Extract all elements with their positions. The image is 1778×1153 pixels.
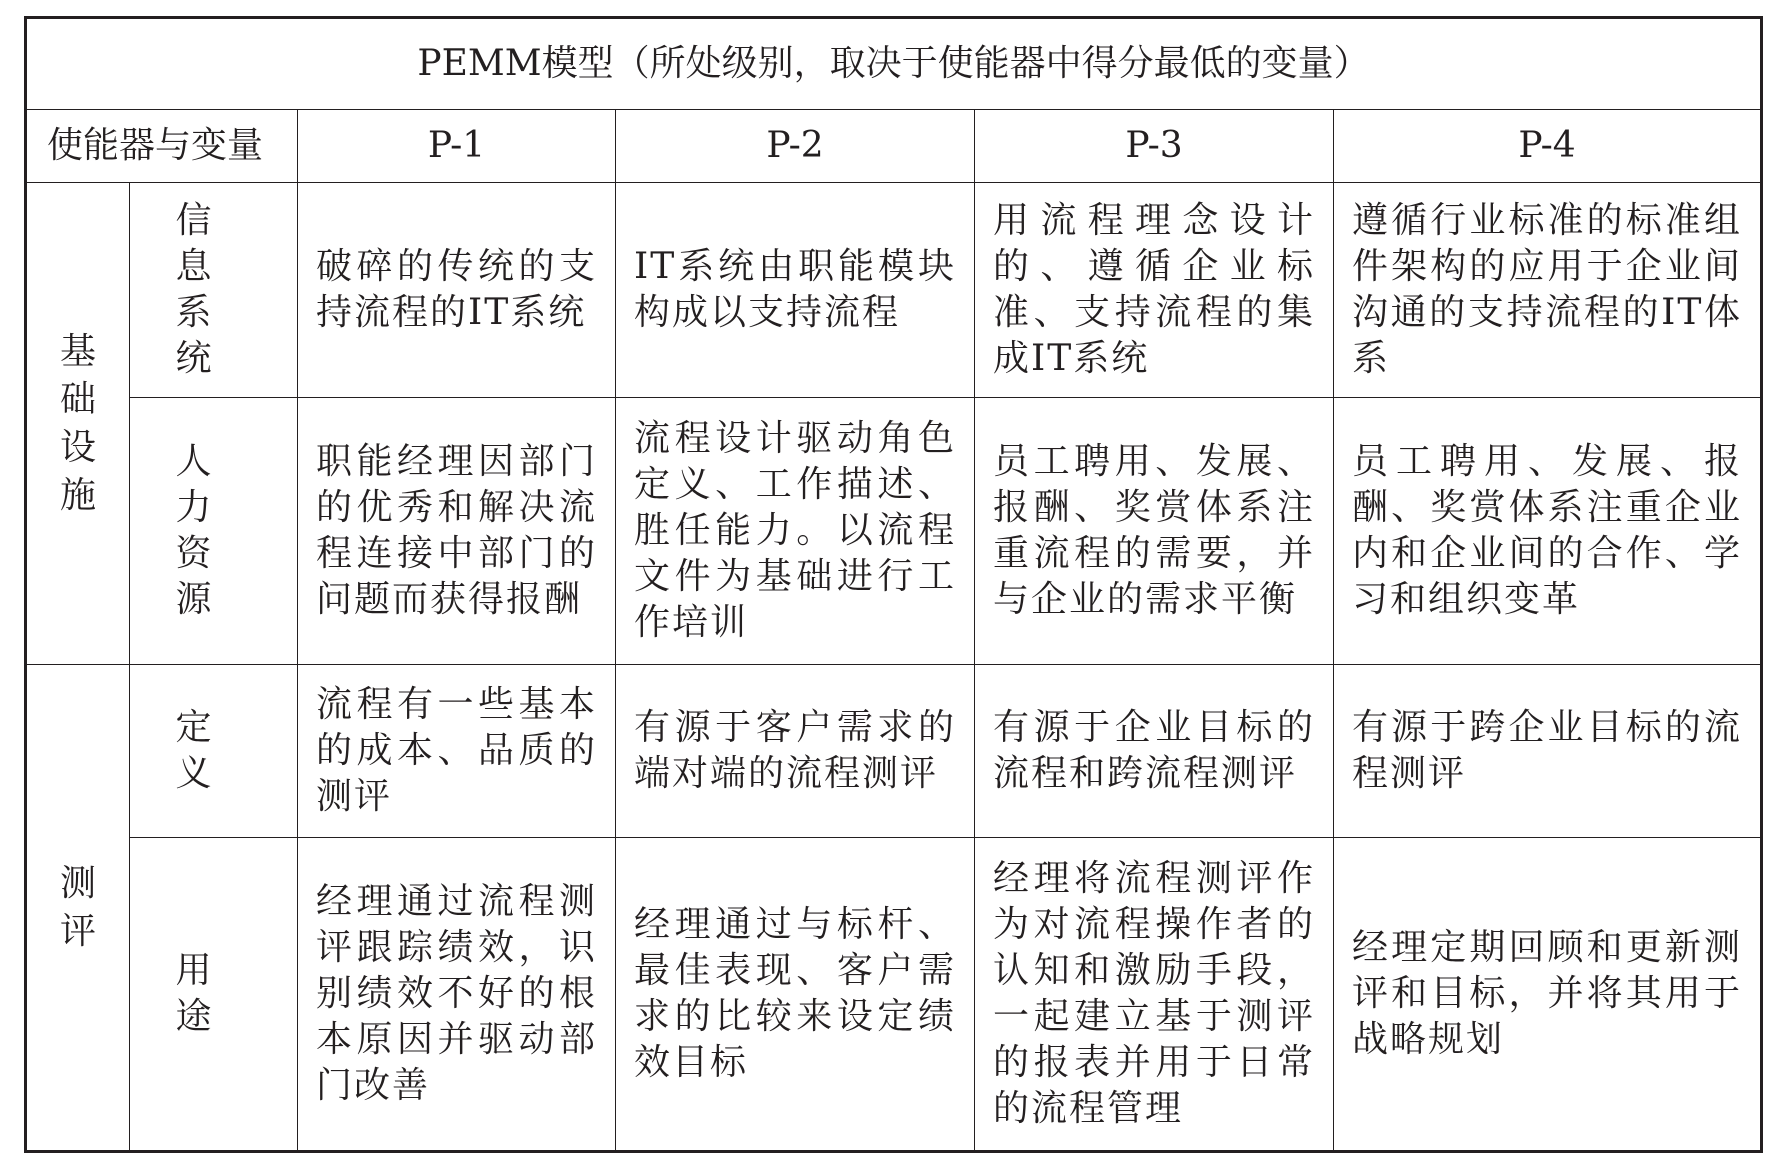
cell-definition-p1: 流程有一些基本的成本、品质的测评 [298, 665, 616, 838]
cell-definition-p4: 有源于跨企业目标的流程测评 [1334, 665, 1762, 838]
header-enablers-variables: 使能器与变量 [26, 110, 298, 183]
cell-usage-p3: 经理将流程测评作为对流程操作者的认知和激励手段，一起建立基于测评的报表并用于日常的流程管理 [975, 838, 1334, 1152]
cell-info-system-p2: IT系统由职能模块构成以支持流程 [616, 183, 975, 398]
cell-definition-p3: 有源于企业目标的流程和跨流程测评 [975, 665, 1334, 838]
cell-info-system-p3: 用流程理念设计的、遵循企业标准、支持流程的集成IT系统 [975, 183, 1334, 398]
cell-usage-p4: 经理定期回顾和更新测评和目标，并将其用于战略规划 [1334, 838, 1762, 1152]
variable-definition [130, 665, 298, 838]
cell-info-system-p1: 破碎的传统的支持流程的IT系统 [298, 183, 616, 398]
variable-label: 人力资源 [175, 441, 216, 620]
cell-human-resources-p1: 职能经理因部门的优秀和解决流程连接中部门的问题而获得报酬 [298, 398, 616, 665]
variable-label: 信息系统 [175, 200, 216, 379]
cell-human-resources-p2: 流程设计驱动角色定义、工作描述、胜任能力。以流程文件为基础进行工作培训 [616, 398, 975, 665]
cell-usage-p2: 经理通过与标杆、最佳表现、客户需求的比较来设定绩效目标 [616, 838, 975, 1152]
pemm-table [24, 16, 1763, 1153]
cell-human-resources-p3: 员工聘用、发展、报酬、奖赏体系注重流程的需要，并与企业的需求平衡 [975, 398, 1334, 665]
variable-human-resources [130, 398, 298, 665]
cell-definition-p2: 有源于客户需求的端对端的流程测评 [616, 665, 975, 838]
header-level-p1: P-1 [298, 110, 616, 183]
variable-usage [130, 838, 298, 1152]
category-infrastructure [26, 183, 130, 665]
category-measurement [26, 665, 130, 1152]
variable-information-system [130, 183, 298, 398]
cell-info-system-p4: 遵循行业标准的标准组件架构的应用于企业间沟通的支持流程的IT体系 [1334, 183, 1762, 398]
header-level-p4: P-4 [1334, 110, 1762, 183]
header-level-p3: P-3 [975, 110, 1334, 183]
cell-human-resources-p4: 员工聘用、发展、报酬、奖赏体系注重企业内和企业间的合作、学习和组织变革 [1334, 398, 1762, 665]
variable-label: 用途 [175, 950, 216, 1037]
table-title: PEMM模型（所处级别，取决于使能器中得分最低的变量） [26, 18, 1762, 110]
category-label: 基础设施 [60, 330, 97, 516]
cell-usage-p1: 经理通过流程测评跟踪绩效，识别绩效不好的根本原因并驱动部门改善 [298, 838, 616, 1152]
variable-label: 定义 [175, 707, 216, 794]
header-level-p2: P-2 [616, 110, 975, 183]
category-label: 测评 [60, 862, 97, 952]
